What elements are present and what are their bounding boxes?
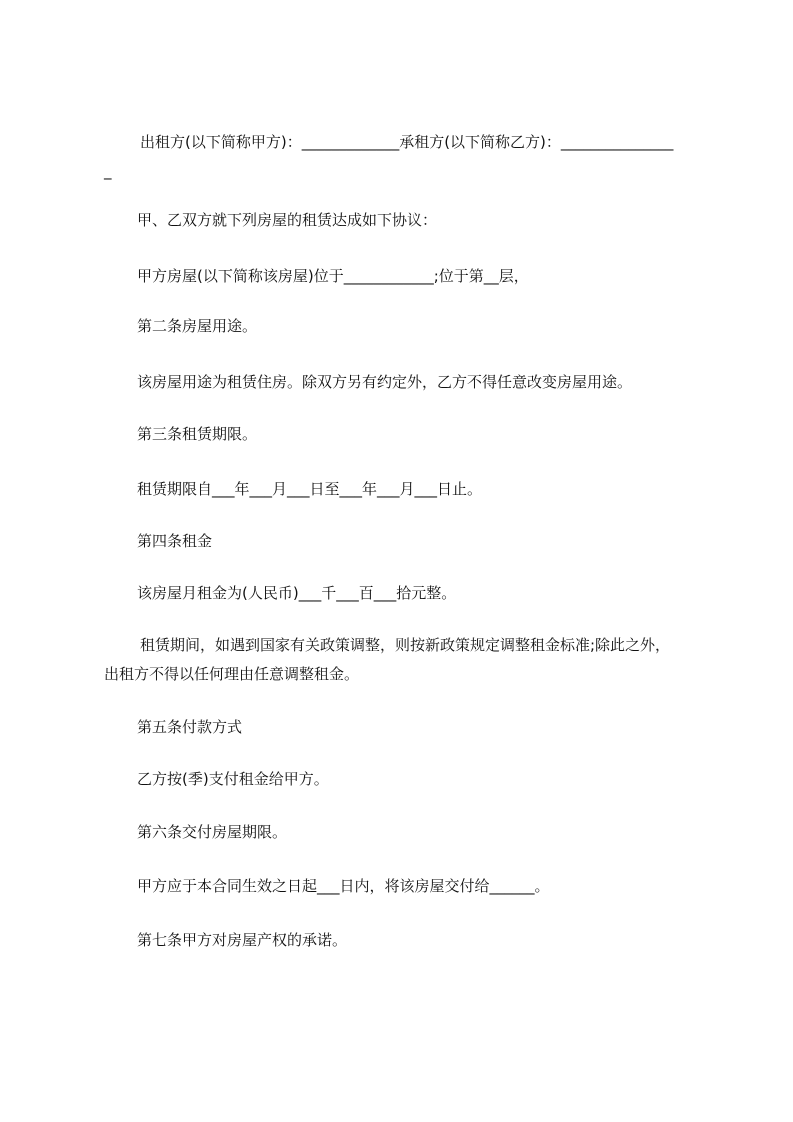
article-7-title: 第七条甲方对房屋产权的承诺。 (137, 931, 348, 949)
article-5-title: 第五条付款方式 (137, 718, 243, 736)
article-6-body: 甲方应于本合同生效之日起___日内，将该房屋交付给______。 (137, 877, 550, 895)
article-3-title: 第三条租赁期限。 (137, 425, 258, 443)
article-4-body: 该房屋月租金为(人民币)___千___百___拾元整。 (137, 584, 457, 602)
agreement-paragraph: 甲、乙双方就下列房屋的租赁达成如下协议： (137, 211, 438, 229)
article-4-adjust-line-1: 租赁期间，如遇到国家有关政策调整，则按新政策规定调整租金标准;除此之外， (140, 636, 671, 654)
parties-paragraph: 出租方(以下简称甲方)：_____________承租方(以下简称乙方)：_______________ (140, 133, 674, 151)
article-3-body: 租赁期限自___年___月___日至___年___月___日止。 (137, 480, 483, 498)
location-paragraph: 甲方房屋(以下简称该房屋)位于____________;位于第__层， (137, 267, 529, 285)
article-6-title: 第六条交付房屋期限。 (137, 823, 288, 841)
parties-continuation: _ (104, 162, 112, 180)
article-2-title: 第二条房屋用途。 (137, 317, 258, 335)
article-4-title: 第四条租金 (137, 532, 213, 550)
article-5-body: 乙方按(季)支付租金给甲方。 (137, 770, 329, 788)
article-4-adjust-line-2: 出租方不得以任何理由任意调整租金。 (104, 665, 360, 683)
article-2-body: 该房屋用途为租赁住房。除双方另有约定外，乙方不得任意改变房屋用途。 (137, 373, 633, 391)
